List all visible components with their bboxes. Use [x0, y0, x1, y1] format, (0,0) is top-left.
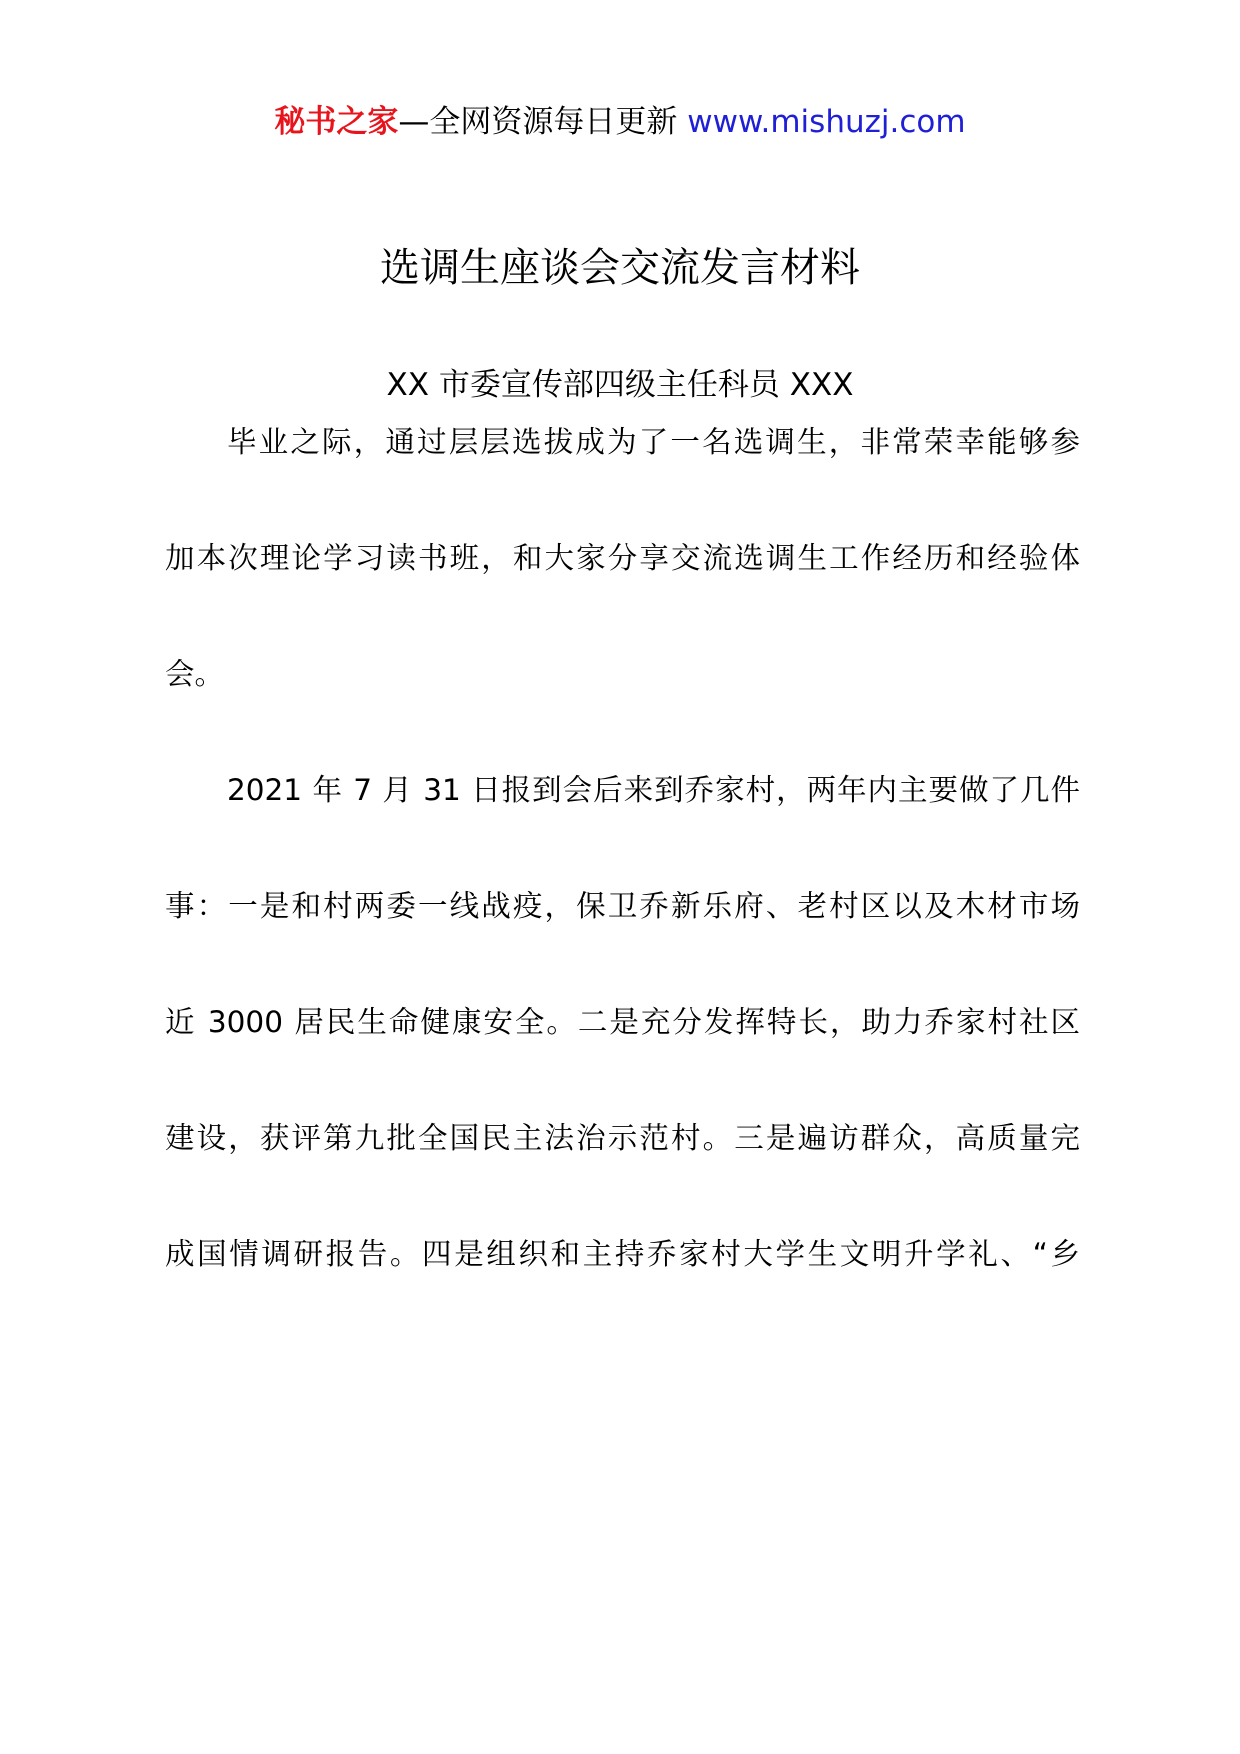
paragraph-2-line-2: 事：一是和村两委一线战疫，保卫乔新乐府、老村区以及木材市场 [165, 889, 1080, 923]
site-slogan: —全网资源每日更新 [398, 104, 678, 140]
document-author: XX 市委宣传部四级主任科员 XXX [386, 367, 854, 403]
paragraph-2-line-5: 成国情调研报告。四是组织和主持乔家村大学生文明升学礼、“乡 [165, 1237, 1080, 1271]
site-header [0, 100, 1240, 144]
paragraph-1-line-1: 毕业之际，通过层层选拔成为了一名选调生，非常荣幸能够参 [227, 425, 1080, 459]
paragraph-2-line-1: 2021 年 7 月 31 日报到会后来到乔家村，两年内主要做了几件 [227, 773, 1080, 807]
document-title: 选调生座谈会交流发言材料 [380, 245, 860, 291]
paragraph-1-line-3: 会。 [165, 657, 225, 691]
paragraph-1-line-2: 加本次理论学习读书班，和大家分享交流选调生工作经历和经验体 [165, 541, 1080, 575]
site-brand[interactable]: 秘书之家 [274, 104, 399, 140]
paragraph-2-line-4: 建设，获评第九批全国民主法治示范村。三是遍访群众，高质量完 [165, 1121, 1080, 1155]
paragraph-2-line-3: 近 3000 居民生命健康安全。二是充分发挥特长，助力乔家村社区 [165, 1005, 1080, 1039]
site-url-link[interactable]: www.mishuzj.com [687, 104, 966, 140]
